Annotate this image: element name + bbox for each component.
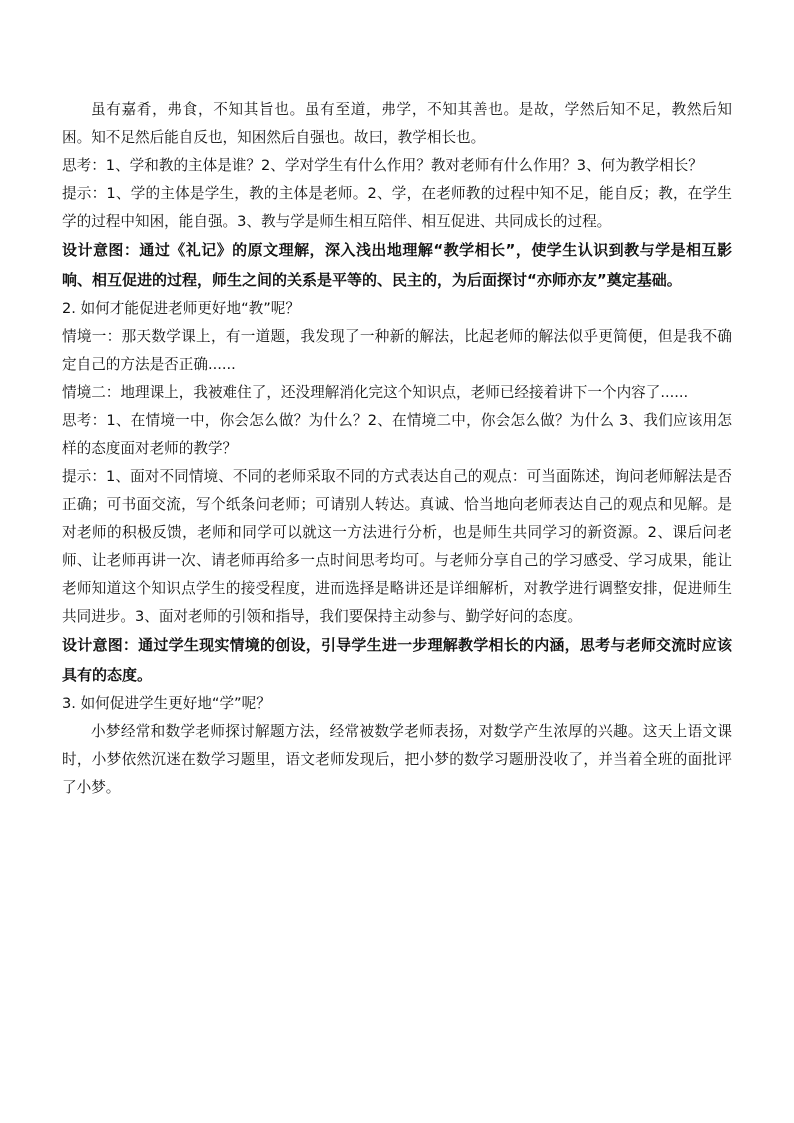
design-intent-1: 设计意图：通过《礼记》的原文理解，深入浅出地理解“教学相长”，使学生认识到教与学是相互影响、相互促进的过程，师生之间的关系是平等的、民主的，为后面探讨“亦师亦友”奠定基础。 [62,241,732,289]
quote-paragraph: 虽有嘉肴，弗食，不知其旨也。虽有至道，弗学，不知其善也。是故，学然后知不足，教然后知困。知不足然后能自反也，知困然后自强也。故曰，教学相长也。 [62,101,732,146]
hint-paragraph-2: 提示：1、面对不同情境、不同的老师采取不同的方式表达自己的观点：可当面陈述，询问老师解法是否正确；可书面交流，写个纸条问老师；可请别人转达。真诚、恰当地向老师表达自己的观点和见解。是对老师的积极反馈，老师和同学可以就这一方法进行分析，也是师生共同学习的新资源。2、课后问老师、让老师再讲一次、请老师再给多一点时间思考均可。与老师分享自己的学习感受、学习成果，能让老师知道这个知识点学生的接受程度，进而选择是略讲还是详细解析，对教学进行调整安排，促进师生共同进步。3、面对老师的引领和指导，我们要保持主动参与、勤学好问的态度。 [62,468,732,625]
hint-paragraph-1: 提示：1、学的主体是学生，教的主体是老师。2、学，在老师教的过程中知不足，能自反；教，在学生学的过程中知困，能自强。3、教与学是师生相互陪伴、相互促进、共同成长的过程。 [62,185,732,230]
design-intent-2: 设计意图：通过学生现实情境的创设，引导学生进一步理解教学相长的内涵，思考与老师交流时应该具有的态度。 [62,636,732,684]
story-paragraph: 小梦经常和数学老师探讨解题方法，经常被数学老师表扬，对数学产生浓厚的兴趣。这天上语文课时，小梦依然沉迷在数学习题里，语文老师发现后，把小梦的数学习题册没收了，并当着全班的面批评了小梦。 [62,723,732,796]
scene-paragraph-2: 情境二：地理课上，我被难住了，还没理解消化完这个知识点，老师已经接着讲下一个内容了...... [62,384,689,401]
section-heading-3: 3. 如何促进学生更好地“学”呢？ [62,695,271,712]
section-heading-2: 2. 如何才能促进老师更好地“教”呢？ [62,300,300,317]
think-paragraph-2: 思考：1、在情境一中，你会怎么做？为什么？2、在情境二中，你会怎么做？为什么 3、我们应该用怎样的态度面对老师的教学？ [62,412,732,457]
think-paragraph-1: 思考：1、学和教的主体是谁？2、学对学生有什么作用？教对老师有什么作用？3、何为教学相长？ [62,157,703,174]
scene-paragraph-1: 情境一：那天数学课上，有一道题，我发现了一种新的解法，比起老师的解法似乎更简便，但是我不确定自己的方法是否正确...... [62,328,732,373]
